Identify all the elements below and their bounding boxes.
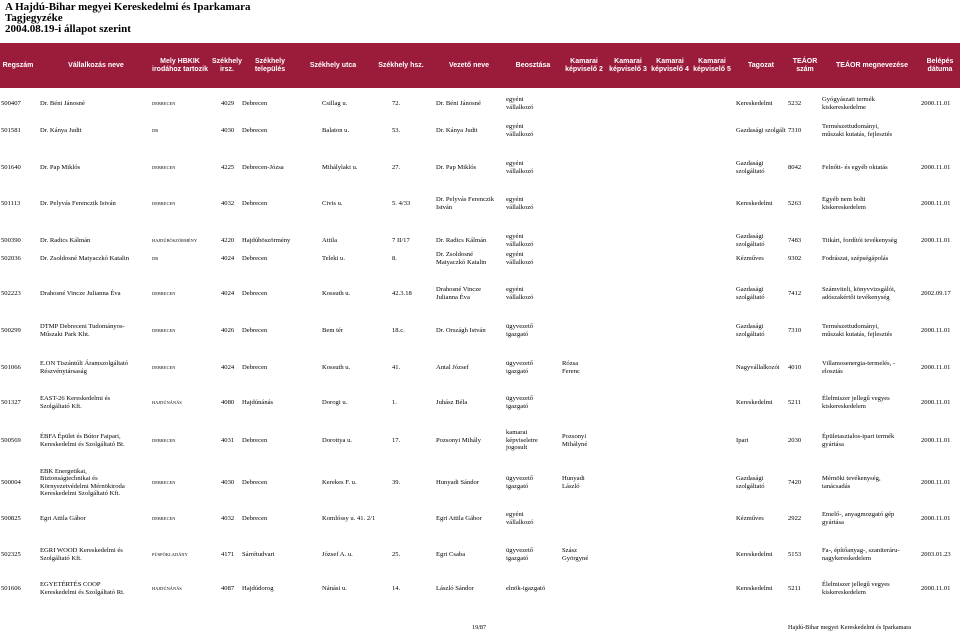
cell-pos: vállalkozó — [506, 258, 534, 266]
cell-date: 2000.11.01 — [921, 163, 951, 171]
cell-tag: Kereskedelmi — [736, 398, 773, 406]
cell-pos: jogosult — [506, 444, 528, 452]
cell-teaor: 7310 — [788, 326, 802, 334]
cell-city: Debrecen — [242, 199, 268, 207]
header-vallalkozas-neve: Vállalkozás neve — [68, 61, 124, 69]
cell-name: Szolgáltató Kft. — [40, 554, 82, 562]
cell-irsz: 4171 — [221, 550, 235, 558]
cell-teaor: 2030 — [788, 436, 802, 444]
cell-street: Bem tér — [322, 326, 344, 334]
cell-irsz: 4220 — [221, 236, 235, 244]
cell-k2: Pozsonyi — [562, 433, 587, 440]
cell-desc: Felnőtt- és egyéb oktatás — [822, 163, 888, 171]
cell-reg: 501640 — [1, 163, 21, 171]
cell-tag: Nagyvállalkozói — [736, 363, 780, 371]
cell-office: DEBRECEN — [152, 437, 176, 443]
cell-date: 2002.09.17 — [921, 289, 951, 297]
cell-pos: egyéni — [506, 160, 524, 167]
cell-irsz: 4024 — [221, 289, 235, 297]
cell-street: Attila — [322, 236, 338, 244]
cell-date: 2000.11.01 — [921, 398, 951, 406]
cell-desc: Élelmiszer jellegű vegyes — [822, 395, 890, 402]
cell-pos: vállalkozó — [506, 203, 534, 211]
cell-teaor: 5211 — [788, 398, 801, 406]
table-header — [0, 43, 960, 88]
cell-tag: Gazdasági — [736, 286, 764, 293]
cell-leader: Egri Csaba — [436, 550, 466, 558]
cell-tag: Kereskedelmi — [736, 99, 773, 107]
cell-reg: 501066 — [1, 363, 21, 371]
cell-teaor: 5211 — [788, 584, 801, 592]
header-tagozat: Tagozat — [748, 61, 774, 69]
cell-pos: igazgató — [506, 367, 529, 375]
cell-desc: gyártása — [822, 440, 844, 448]
cell-desc: kiskereskedelem — [822, 402, 866, 410]
cell-tag: Gazdasági — [736, 160, 764, 167]
cell-street: Kossuth u. — [322, 363, 351, 371]
cell-teaor: 7412 — [788, 289, 802, 297]
cell-office: DEBRECEN — [152, 364, 176, 370]
cell-irsz: 4032 — [221, 199, 235, 207]
header-szekhely-telepules: Székhely település — [254, 57, 286, 73]
cell-name: Kereskedelmi és Szolgáltató Rt. — [40, 588, 125, 596]
cell-name: Biztonságtechnikai és — [40, 475, 98, 482]
cell-office: DEBRECEN — [152, 164, 176, 170]
cell-reg: 502325 — [1, 550, 21, 558]
cell-date: 2000.11.01 — [921, 478, 951, 486]
cell-pos: egyéni — [506, 233, 524, 240]
cell-pos: kamarai — [506, 429, 528, 437]
cell-city: Hajdúböszörmény — [242, 236, 291, 244]
cell-pos: vállalkozó — [506, 167, 534, 175]
cell-leader: Hunyadi Sándor — [436, 478, 480, 486]
cell-desc: Természettudományi, — [822, 123, 879, 130]
cell-k2: Hunyadi — [562, 475, 585, 482]
header-teaor-szam: TEÁOR szám — [792, 57, 818, 73]
cell-hsz: 17. — [392, 436, 401, 444]
cell-desc: Villamosenergia-termelés, - — [822, 360, 896, 367]
cell-office: DEBRECEN — [152, 200, 176, 206]
cell-k2: Szász — [562, 547, 578, 554]
cell-date: 2000.11.01 — [921, 326, 951, 334]
cell-irsz: 4024 — [221, 254, 235, 262]
cell-city: Debrecen — [242, 326, 268, 334]
header-szekhely-utca: Székhely utca — [309, 61, 357, 69]
cell-desc: Fa-, építőanyag-, szaniteráru- — [822, 547, 900, 554]
cell-hsz: 14. — [392, 584, 401, 592]
cell-reg: 502223 — [1, 289, 21, 297]
cell-tag: Kereskedelmi — [736, 584, 773, 592]
cell-leader: Dr. Kánya Judit — [436, 126, 478, 134]
cell-leader: Dr. Pelyvás Ferenczik — [436, 196, 495, 203]
cell-street: Kerekes F. u. — [322, 478, 357, 486]
cell-city: Sárrétudvari — [242, 550, 275, 558]
cell-leader: Matyaczkó Katalin — [436, 258, 487, 266]
cell-irsz: 4026 — [221, 326, 235, 334]
cell-irsz: 4087 — [221, 584, 235, 592]
cell-teaor: 7310 — [788, 126, 802, 134]
cell-pos: egyéni — [506, 251, 524, 258]
cell-tag: szolgáltató — [736, 482, 765, 490]
cell-desc: műszaki kutatás, fejlesztés — [822, 330, 893, 338]
cell-name: EGYETÉRTÉS COOP — [40, 581, 101, 588]
cell-leader: Egri Attila Gábor — [436, 514, 482, 522]
cell-city: Debrecen — [242, 514, 268, 522]
cell-reg: 500390 — [1, 236, 21, 244]
cell-street: Komlóssy u. 41. 2/1 — [322, 514, 376, 522]
cell-teaor: 7420 — [788, 478, 802, 486]
cell-irsz: 4030 — [221, 478, 235, 486]
cell-tag: Kereskedelmi — [736, 550, 773, 558]
cell-desc: Épületasztalos-ipari termék — [822, 433, 895, 440]
page-number: 19/87 — [472, 624, 487, 631]
cell-desc: Természettudományi, — [822, 323, 879, 330]
cell-pos: képviseletre — [506, 436, 538, 444]
cell-date: 2000.11.01 — [921, 199, 951, 207]
cell-pos: ügyvezető — [506, 395, 534, 402]
cell-tag: Gazdasági — [736, 233, 764, 240]
cell-hsz: 7 II/17 — [392, 236, 410, 244]
cell-pos: vállalkozó — [506, 293, 534, 301]
cell-street: Civis u. — [322, 199, 343, 207]
document-subtitle: Tagjegyzéke — [5, 12, 63, 24]
cell-name: Egri Attila Gábor — [40, 514, 86, 522]
cell-street: Kossuth u. — [322, 289, 351, 297]
cell-hsz: 72. — [392, 99, 401, 107]
cell-desc: Egyéb nem bolti — [822, 196, 866, 203]
footer-chamber-name: Hajdú-Bihar megyei Kereskedelmi és Iparkamara — [788, 624, 912, 631]
cell-office: HAJDÚBÖSZÖRMÉNY — [152, 237, 198, 243]
cell-city: Debrecen — [242, 363, 268, 371]
cell-pos: egyéni — [506, 511, 524, 518]
cell-office: DEBRECEN — [152, 290, 176, 296]
cell-office: PÜSPÖKLADÁNY — [152, 551, 188, 557]
cell-tag: Kézműves — [736, 254, 764, 262]
cell-date: 2000.11.01 — [921, 514, 951, 522]
cell-pos: igazgató — [506, 330, 529, 338]
cell-tag: szolgáltató — [736, 293, 765, 301]
cell-irsz: 4029 — [221, 99, 235, 107]
cell-teaor: 2922 — [788, 514, 802, 522]
cell-name: EAST-26 Kereskedelmi és — [40, 395, 111, 402]
cell-tag: Kereskedelmi — [736, 199, 773, 207]
cell-desc: kiskereskedelem — [822, 588, 866, 596]
cell-pos: vállalkozó — [506, 240, 534, 248]
cell-name: DTMP Debreceni Tudományos- — [40, 323, 125, 330]
cell-city: Debrecen — [242, 436, 268, 444]
cell-pos: ügyvezető — [506, 323, 534, 330]
cell-pos: egyéni — [506, 123, 524, 130]
cell-city: Hajdúdorog — [242, 584, 274, 592]
cell-desc: műszaki kutatás, fejlesztés — [822, 130, 893, 138]
cell-name: Dr. Pelyvás Ferenczik István — [40, 199, 116, 207]
cell-date: 2003.01.23 — [921, 550, 951, 558]
cell-desc: gyártása — [822, 518, 844, 526]
cell-date: 2000.11.01 — [921, 363, 951, 371]
cell-leader: Pozsonyi Mihály — [436, 436, 481, 444]
cell-tag: Gazdasági — [736, 323, 764, 330]
cell-desc: Titkári, fordítói tevékenység — [822, 236, 898, 244]
cell-desc: Élelmiszer jellegű vegyes — [822, 581, 890, 588]
cell-irsz: 4225 — [221, 163, 235, 171]
cell-hsz: 42.3.18 — [392, 289, 412, 297]
cell-office: HAJDÚNÁNÁS — [152, 399, 182, 405]
cell-name: EGRI WOOD Kereskedelmi és — [40, 547, 123, 554]
cell-name: Dr. Zsoldosné Matyaczkó Katalin — [40, 254, 129, 262]
cell-office: DEBRECEN — [152, 327, 176, 333]
cell-name: Dr. Radics Kálmán — [40, 236, 91, 244]
cell-office: DEBRECEN — [152, 100, 176, 106]
cell-city: Hajdúnánás — [242, 398, 274, 406]
header-kepviselo-5: Kamarai képviselő 5 — [693, 57, 731, 73]
cell-leader: László Sándor — [436, 584, 474, 592]
cell-leader: István — [436, 203, 453, 211]
cell-pos: egyéni — [506, 96, 524, 103]
cell-teaor: 9302 — [788, 254, 802, 262]
cell-street: Balaton u. — [322, 126, 350, 134]
cell-reg: 500825 — [1, 514, 21, 522]
cell-office: DEBRECEN — [152, 515, 176, 521]
cell-leader: Dr. Pap Miklós — [436, 163, 477, 171]
cell-leader: Dr. Béni Jánosné — [436, 99, 481, 107]
cell-reg: 502036 — [1, 254, 21, 262]
cell-name: Részvénytársaság — [40, 367, 87, 375]
cell-date: 2000.11.01 — [921, 99, 951, 107]
header-belepes-datuma: Belépés dátuma — [926, 57, 954, 73]
cell-k2: László — [562, 482, 580, 490]
cell-pos: elnök-igazgató — [506, 584, 546, 592]
document-title: A Hajdú-Bihar megyei Kereskedelmi és Iparkamara — [5, 1, 251, 13]
cell-tag: szolgáltató — [736, 240, 765, 248]
cell-desc: Gyógyászati termék — [822, 96, 875, 103]
cell-name: EBK Energetikai, — [40, 467, 87, 475]
cell-name: Dr. Béni Jánosné — [40, 99, 85, 107]
cell-desc: kiskereskedelme — [822, 103, 866, 111]
cell-street: Dorottya u. — [322, 436, 353, 444]
cell-desc: Fodrászat, szépségápolás — [822, 254, 889, 262]
cell-desc: Mérnöki tevékenység, — [822, 475, 881, 482]
cell-street: József A. u. — [322, 550, 353, 558]
cell-tag: Gazdasági szolgált — [736, 126, 786, 134]
cell-teaor: 4010 — [788, 363, 802, 371]
cell-hsz: 41. — [392, 363, 401, 371]
cell-irsz: 4031 — [221, 436, 235, 444]
cell-tag: szolgáltató — [736, 167, 765, 175]
cell-street: Mihálylaki u. — [322, 163, 358, 171]
cell-reg: 500004 — [1, 478, 21, 486]
header-teaor-megnevezese: TEÁOR megnevezése — [836, 61, 908, 69]
cell-hsz: 39. — [392, 478, 401, 486]
header-vezeto-neve: Vezető neve — [448, 61, 490, 69]
cell-city: Debrecen — [242, 99, 268, 107]
cell-hsz: 27. — [392, 163, 401, 171]
cell-teaor: 5263 — [788, 199, 802, 207]
cell-hsz: 1. — [392, 398, 397, 406]
cell-desc: elosztás — [822, 367, 843, 375]
cell-irsz: 4032 — [221, 514, 235, 522]
cell-teaor: 5153 — [788, 550, 802, 558]
cell-irsz: 4080 — [221, 398, 235, 406]
cell-reg: 500299 — [1, 326, 21, 334]
cell-name: Drahosné Vincze Julianna Éva — [40, 289, 121, 297]
document-date-line: 2004.08.19-i állapot szerint — [5, 23, 131, 35]
cell-reg: 501606 — [1, 584, 21, 592]
cell-pos: vállalkozó — [506, 130, 534, 138]
cell-tag: Ipari — [736, 436, 749, 444]
cell-pos: ügyvezető — [506, 360, 534, 367]
cell-reg: 500407 — [1, 99, 21, 107]
header-kepviselo-2: Kamarai képviselő 2 — [565, 57, 603, 73]
cell-desc: tanácsadás — [822, 482, 851, 490]
cell-leader: Julianna Éva — [436, 293, 470, 301]
cell-desc: kiskereskedelem — [822, 203, 866, 211]
cell-pos: vállalkozó — [506, 518, 534, 526]
cell-name: E.ON Tiszántúli Áramszolgáltató — [40, 360, 129, 367]
cell-leader: Juhász Béla — [436, 398, 468, 406]
cell-office: DEBRECEN — [152, 479, 176, 485]
cell-k2: Mihályné — [562, 440, 588, 448]
cell-hsz: 53. — [392, 126, 401, 134]
cell-pos: vállalkozó — [506, 103, 534, 111]
cell-leader: Drahosné Vincze — [436, 286, 482, 293]
cell-k2: Ferenc — [562, 367, 580, 375]
cell-city: Debrecen-Józsa — [242, 163, 284, 171]
cell-reg: 501113 — [1, 199, 21, 207]
cell-irsz: 4030 — [221, 126, 235, 134]
cell-leader: Antal József — [436, 363, 469, 371]
cell-tag: szolgáltató — [736, 330, 765, 338]
cell-street: Csillag u. — [322, 99, 348, 107]
cell-tag: Gazdasági — [736, 475, 764, 482]
cell-pos: igazgató — [506, 482, 529, 490]
cell-desc: Számviteli, könyvvizsgálói, — [822, 286, 896, 293]
cell-date: 2000.11.01 — [921, 584, 951, 592]
cell-k2: Györgyné — [562, 554, 589, 562]
cell-pos: ügyvezető — [506, 475, 534, 482]
cell-city: Debrecen — [242, 289, 268, 297]
cell-pos: egyéni — [506, 196, 524, 203]
cell-date: 2000.11.01 — [921, 236, 951, 244]
cell-office: DB — [152, 255, 159, 261]
header-kepviselo-3: Kamarai képviselő 3 — [609, 57, 647, 73]
cell-date: 2000.11.01 — [921, 436, 951, 444]
header-hbkik-iroda: Mely HBKIK irodához tartozik — [152, 57, 209, 73]
cell-street: Nánási u. — [322, 584, 347, 592]
header-beosztasa: Beosztása — [515, 61, 551, 69]
cell-tag: Kézműves — [736, 514, 764, 522]
cell-leader: Dr. Zsoldosné — [436, 251, 473, 258]
cell-name: Dr. Pap Miklós — [40, 163, 81, 171]
cell-reg: 500569 — [1, 436, 21, 444]
cell-name: ÉBFA Épület és Bútor Faipari, — [40, 433, 121, 440]
cell-name: Kereskedelmi Szolgáltató Kft. — [40, 490, 121, 497]
cell-desc: adószakértői tevékenység — [822, 293, 890, 301]
header-szekhely-irsz: Székhely irsz. — [212, 57, 242, 73]
cell-office: HAJDÚNÁNÁS — [152, 585, 182, 591]
cell-teaor: 8042 — [788, 163, 802, 171]
cell-reg: 501581 — [1, 126, 21, 134]
cell-name: Dr. Kánya Judit — [40, 126, 82, 134]
cell-k2: Rózsa — [562, 360, 579, 367]
cell-city: Debrecen — [242, 254, 268, 262]
cell-name: Kereskedelmi és Szolgáltató Bt. — [40, 440, 125, 448]
cell-desc: nagykereskedelem — [822, 554, 872, 562]
cell-teaor: 7483 — [788, 236, 802, 244]
cell-pos: igazgató — [506, 554, 529, 562]
cell-name: Szolgáltató Kft. — [40, 402, 82, 410]
cell-irsz: 4024 — [221, 363, 235, 371]
cell-pos: ügyvezető — [506, 547, 534, 554]
cell-street: Dorogi u. — [322, 398, 348, 406]
cell-hsz: 8. — [392, 254, 397, 262]
header-regszam: Regszám — [2, 61, 34, 69]
header-kepviselo-4: Kamarai képviselő 4 — [651, 57, 689, 73]
cell-hsz: 25. — [392, 550, 401, 558]
cell-office: DB — [152, 127, 159, 133]
cell-street: Teleki u. — [322, 254, 345, 262]
cell-pos: egyéni — [506, 286, 524, 293]
cell-hsz: 5. 4/33 — [392, 199, 411, 207]
cell-name: Környezetvédelmi Mérnökiroda — [40, 482, 125, 490]
cell-city: Debrecen — [242, 126, 268, 134]
cell-city: Debrecen — [242, 478, 268, 486]
cell-desc: Emelő-, anyagmozgató gép — [822, 511, 895, 518]
cell-teaor: 5232 — [788, 99, 802, 107]
cell-pos: igazgató — [506, 402, 529, 410]
cell-name: Műszaki Park Kht. — [40, 330, 90, 338]
cell-leader: Dr. Országh István — [436, 326, 486, 334]
cell-leader: Dr. Radics Kálmán — [436, 236, 487, 244]
cell-reg: 501327 — [1, 398, 21, 406]
cell-hsz: 18.c. — [392, 326, 405, 334]
header-szekhely-hsz: Székhely hsz. — [378, 61, 424, 69]
